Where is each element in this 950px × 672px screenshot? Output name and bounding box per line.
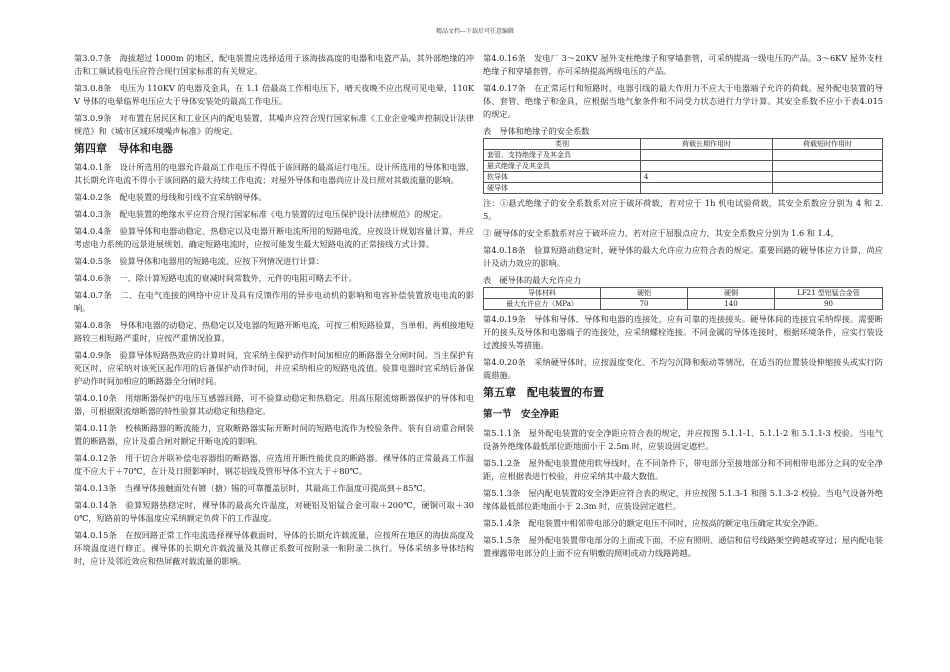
safety-factor-table-caption: 表 导体和绝缘子的安全系数 (483, 126, 590, 136)
table-cell: 套管、支持绝缘子及其金具 (484, 150, 641, 161)
table-cell (773, 172, 883, 183)
clause-4-0-15: 第4.0.15条 在按回路正常工作电流选择裸导体截面时，导体的长期允许载流量，应按所在地区的海拔高度及环境温度进行修正。裸导体的长期允许载流量及其修正系数可按附录一和附录二执行。导体采纳多导体结构时，应计及邻近效应和热屏蔽对载流量的影响。 (74, 530, 474, 566)
table-header-row (484, 139, 883, 150)
clause-4-0-13: 第4.0.13条 当裸导体接触面处有镀（搪）锡的可靠覆盖层时，其最高工作温度可提高到＋85℃。 (74, 483, 431, 493)
safety-factor-table (483, 138, 883, 194)
clause-4-0-2: 第4.0.2条 配电装置的母线和引线不宜采纳钢导体。 (74, 192, 267, 202)
clause-4-0-14: 第4.0.14条 验算短路热稳定时，裸导体的最高允许温度，对硬铝及铝锰合金可取＋200℃，硬铜可取＋300℃，短路前的导体温度应采纳额定负荷下的工作温度。 (74, 500, 474, 523)
clause-4-0-4: 第4.0.4条 验算导体和电器动稳定、热稳定以及电器开断电流所用的短路电流，应按设计规划容量计算，并应考虑电力系统的远景进展规划。确定短路电流时，应按可能发生最大短路电流的正常接线方式计算。 (74, 226, 474, 249)
clause-4-0-3: 第4.0.3条 配电装置的绝缘水平应符合现行国家标准《电力装置的过电压保护设计法律规范》的规定。 (74, 209, 447, 219)
clause-5-1-4: 第5.1.4条 配电装置中相邻带电部分的额定电压不同时，应按高的额定电压确定其安全净距。 (483, 518, 824, 528)
table-cell: 悬式绝缘子及其金具 (484, 161, 641, 172)
table-cell: 最大允许应力（MPa） (484, 299, 601, 310)
table-cell (773, 183, 883, 194)
clause-4-0-6: 第4.0.6条 一、除计算短路电流的衰减时间常数外，元件的电阻可略去不计。 (74, 273, 357, 283)
table-row (484, 183, 883, 194)
max-stress-table-caption: 表 硬导体的最大允许应力 (483, 275, 582, 285)
clause-5-1-1: 第5.1.1条 屋外配电装置的安全净距应符合表的规定，并应按图 5.1.1-1、5.1.1-2 和 5.1.1-3 校验。当电气设备外绝缘体最低部位距地面小于 2.5m 时，应装设固定遮栏。 (483, 428, 883, 451)
table-row (484, 299, 883, 310)
table-row (484, 150, 883, 161)
table-note-1: 注：①悬式绝缘子的安全系数系对应于破坏荷载，若对应于 1h 机电试验荷载，其安全系数应分别为 4 和 2.5。 (483, 198, 883, 221)
table-cell (773, 161, 883, 172)
table-row (484, 161, 883, 172)
table-cell: 4 (641, 172, 773, 183)
clause-4-0-5: 第4.0.5条 验算导体和电器用的短路电流，应按下列情况进行计算： (74, 256, 325, 266)
clause-4-0-7: 第4.0.7条 二、在电气连接的网络中应计及具有反馈作用的异步电动机的影响和电容补偿装置放电电流的影响。 (74, 290, 474, 313)
clause-3-0-8: 第3.0.8条 电压为 110KV 的电器及金具，在 1.1 倍最高工作相电压下，晴天夜晚不应出现可见电晕，110KV 导体的电晕临界电压应大于导体安装处的最高工作电压。 (74, 83, 474, 106)
table-cell: 70 (601, 299, 688, 310)
table-row (484, 172, 883, 183)
table-cell (641, 161, 773, 172)
table-header-cell: 类别 (484, 139, 641, 150)
clause-3-0-7: 第3.0.7条 海拔超过 1000m 的地区，配电装置应选择适用于该海拔高度的电器和电瓷产品，其外部绝缘的冲击和工频试验电压应符合现行国家标准的有关规定。 (74, 53, 474, 76)
table-cell: 140 (688, 299, 775, 310)
clause-5-1-3: 第5.1.3条 屋内配电装置的安全净距应符合表的规定，并应按图 5.1.3-1 和图 5.1.3-2 校验。当电气设备外绝缘体最低部位距地面小于 2.3m 时，应装设固定遮栏。 (483, 488, 883, 511)
table-header-row (484, 288, 883, 299)
table-cell (773, 150, 883, 161)
clause-4-0-11: 第4.0.11条 校核断路器的断流能力，宜取断路器实际开断时间的短路电流作为校验条件。装有自动重合闸装置的断路器，应计及重合闸对额定开断电流的影响。 (74, 423, 474, 446)
table-header-cell: 荷载长期作用时 (641, 139, 773, 150)
table-cell: 软导体 (484, 172, 641, 183)
table-header-cell: 荷载短时作用时 (773, 139, 883, 150)
clause-4-0-10: 第4.0.10条 用熔断器保护的电压互感器回路，可不验算动稳定和热稳定。用高压限流熔断器保护的导体和电器，可根据限流熔断器的特性验算其动稳定和热稳定。 (74, 393, 474, 416)
table-header-cell: 硬铝 (601, 288, 688, 299)
table-cell: 硬导体 (484, 183, 641, 194)
clause-4-0-17: 第4.0.17条 在正常运行和短路时，电器引线的最大作用力不应大于电器端子允许的荷载。屋外配电装置的导体、套管、绝缘子和金具，应根据当地气象条件和不同受力状态进行力学计算。其安全系数不应小于表4.015 的规定。 (483, 83, 883, 119)
table-header-cell: LF21 型铝锰合金管 (775, 288, 883, 299)
chapter-4-heading: 第四章 导体和电器 (74, 142, 173, 155)
clause-4-0-20: 第4.0.20条 采纳硬导体时，应按温度变化、不均匀沉降和振动等情况，在适当的位置装设伸缩接头或实行防震措施。 (483, 357, 883, 380)
clause-5-1-5: 第5.1.5条 屋外配电装置带电部分的上面或下面，不应有照明、通信和信号线路架空跨越或穿过；屋内配电装置裸露带电部分的上面不应有明敷的照明或动力线路跨越。 (483, 535, 883, 558)
clause-3-0-9: 第3.0.9条 对布置在居民区和工业区内的配电装置，其噪声应符合现行国家标准《工业企业噪声控制设计法律规范》和《城市区域环境噪声标准》的规定。 (74, 113, 474, 136)
right-column (483, 52, 883, 564)
left-column (74, 52, 474, 572)
table-cell (641, 183, 773, 194)
page-header: 精品文档---下载后可任意编辑 (435, 28, 515, 35)
table-cell: 90 (775, 299, 883, 310)
clause-4-0-16: 第4.0.16条 发电厂 3～20KV 屋外支柱绝缘子和穿墙套管，可采纳提高一级电压的产品。3～6KV 屋外支柱绝缘子和穿墙套管，亦可采纳提高两级电压的产品。 (483, 53, 883, 76)
table-header-cell: 导体材料 (484, 288, 601, 299)
clause-4-0-18: 第4.0.18条 验算短路动稳定时，硬导体的最大允许应力应符合表的规定。重要回路的硬导体应力计算，尚应计及动力效应的影响。 (483, 245, 883, 268)
section-1-heading: 第一节 安全净距 (483, 409, 560, 420)
table-header-cell: 硬铜 (688, 288, 775, 299)
clause-4-0-8: 第4.0.8条 导体和电器的动稳定、热稳定以及电器的短路开断电流，可按三相短路验算，当单相、两相接地短路较三相短路严重时，应按严重情况验算。 (74, 320, 474, 343)
clause-4-0-1: 第4.0.1条 设计所选用的电器允许最高工作电压不得低于该回路的最高运行电压。设计所选用的导体和电器，其长期允许电流不得小于该回路的最大持续工作电流；对屋外导体和电器尚应计及日照对其载流量的影响。 (74, 162, 474, 185)
clause-4-0-9: 第4.0.9条 验算导体短路热效应的计算时间，宜采纳主保护动作时间加相应的断路器全分闸时间。当主保护有死区时，应采纳对该死区起作用的后备保护动作时间，并应采纳相应的短路电流值。验算电器时宜采纳后备保护动作时间加相应的断路器全分闸时间。 (74, 350, 474, 386)
table-cell (641, 150, 773, 161)
clause-5-1-2: 第5.1.2条 屋外配电装置使用软导线时，在不同条件下，带电部分至接地部分和不同相带电部分之间的安全净距，应根据表进行校验，并应采纳其中最大数值。 (483, 458, 883, 481)
max-stress-table (483, 287, 883, 310)
chapter-5-heading: 第五章 配电装置的布置 (483, 386, 604, 399)
clause-4-0-19: 第4.0.19条 导体和导体、导体和电器的连接处，应有可靠的连接接头。硬导体间的连接宜采纳焊接。需要断开的接头及导体和电器端子的连接处，应采纳螺栓连接。不同金属的导体连接时，根据环境条件，应实行装设过渡接头等措施。 (483, 314, 883, 350)
clause-4-0-12: 第4.0.12条 用于切合并联补偿电容器组的断路器，应选用开断性能优良的断路器。裸导体的正常最高工作温度不应大于＋70℃，在计及日照影响时，钢芯铝线及管形导体不宜大于＋80℃。 (74, 453, 474, 476)
table-note-2: ② 硬导体的安全系数系对应于破坏应力，若对应于屈服点应力，其安全系数应分别为 1.6 和 1.4。 (483, 228, 839, 238)
